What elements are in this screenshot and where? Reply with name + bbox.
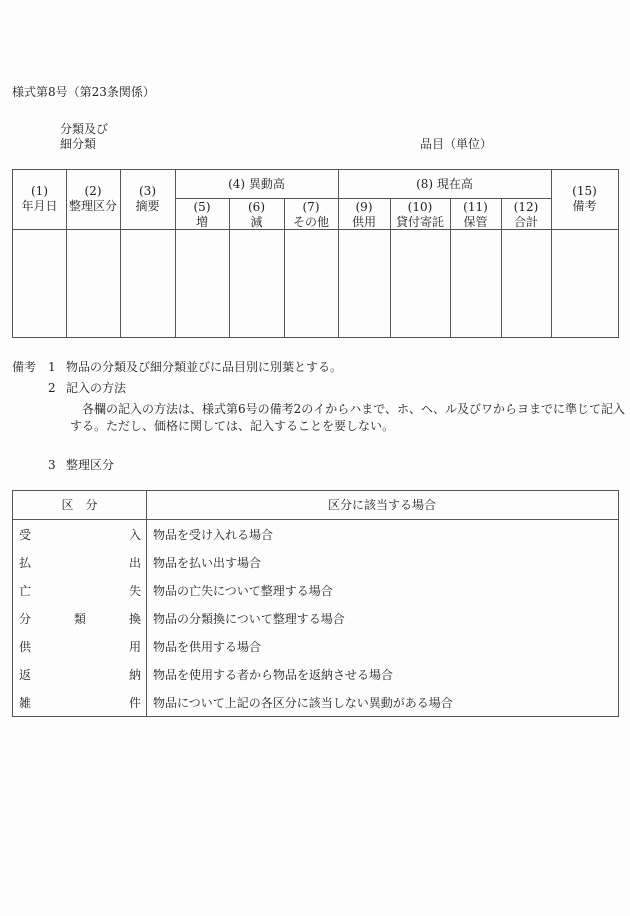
item-unit-label: 品目（単位）: [420, 137, 493, 151]
note-2-body-line2: する。ただし、価格に関しては、記入することを要しない。: [70, 419, 395, 433]
note-1-text: 物品の分類及び細分類並びに品目別に別葉とする。: [66, 360, 343, 374]
category-cell: 受 入: [19, 528, 141, 542]
table-row: [13, 605, 618, 633]
description-cell: 物品の亡失について整理する場合: [153, 584, 333, 598]
category-cell: 返 納: [19, 668, 141, 682]
table-row: [13, 633, 618, 661]
description-header: 区分に該当する場合: [327, 498, 436, 512]
category-cell: 亡 失: [19, 584, 141, 598]
category-table: [12, 490, 619, 717]
col-total-header: (12) 合計: [513, 200, 539, 229]
col-storage-header: (11) 保管: [463, 200, 488, 229]
note-1-number: 1: [48, 360, 56, 374]
classification-label-line1: 分類及び: [60, 122, 109, 136]
table-row: [13, 661, 618, 689]
col-increase-header: (5) 増: [193, 200, 211, 229]
description-cell: 物品を使用する者から物品を返納させる場合: [153, 668, 394, 682]
divider: [175, 198, 551, 199]
note-3-text: 整理区分: [66, 458, 115, 472]
col-date-header: (1) 年月日: [21, 184, 58, 213]
table-row: [13, 549, 618, 577]
category-cell: 払 出: [19, 556, 141, 570]
col-in-use-header: (9) 供用: [351, 200, 376, 229]
description-cell: 物品を払い出す場合: [153, 556, 262, 570]
col-other-header: (7) その他: [292, 200, 329, 229]
table-row: [13, 521, 618, 549]
col-summary-header: (3) 摘要: [135, 184, 160, 213]
notes-heading: 備考: [12, 360, 37, 374]
description-cell: 物品を受け入れる場合: [153, 528, 274, 542]
table-row: [13, 689, 618, 717]
note-2-body-line1: 各欄の記入の方法は、様式第6号の備考2のイからハまで、ホ、ヘ、ル及びワからヨまでに準じて記入: [82, 402, 626, 416]
category-cell: 雑 件: [19, 696, 141, 710]
table-row: [13, 577, 618, 605]
description-cell: 物品の分類換について整理する場合: [153, 612, 345, 626]
col-remarks-header: (15) 備考: [572, 184, 597, 213]
divider: [175, 170, 176, 337]
group-movement-header: (4) 異動高: [228, 177, 285, 191]
description-cell: 物品を供用する場合: [153, 640, 262, 654]
col-decrease-header: (6) 減: [248, 200, 265, 229]
col-loaned-header: (10) 貸付寄託: [395, 200, 444, 229]
note-3-number: 3: [48, 458, 56, 472]
divider: [13, 519, 618, 520]
ledger-table: [12, 169, 619, 338]
category-cell: 分 類 換: [19, 612, 141, 626]
note-2-text: 記入の方法: [66, 381, 127, 395]
classification-label-line2: 細分類: [60, 137, 97, 151]
note-2-number: 2: [48, 381, 56, 395]
category-header: 区 分: [61, 498, 98, 512]
col-category-header: (2) 整理区分: [68, 184, 117, 213]
form-title: 様式第8号（第23条関係）: [12, 85, 155, 99]
description-cell: 物品について上記の各区分に該当しない異動がある場合: [153, 696, 453, 710]
category-cell: 供 用: [19, 640, 141, 654]
divider: [338, 170, 339, 337]
group-current-header: (8) 現在高: [416, 177, 473, 191]
